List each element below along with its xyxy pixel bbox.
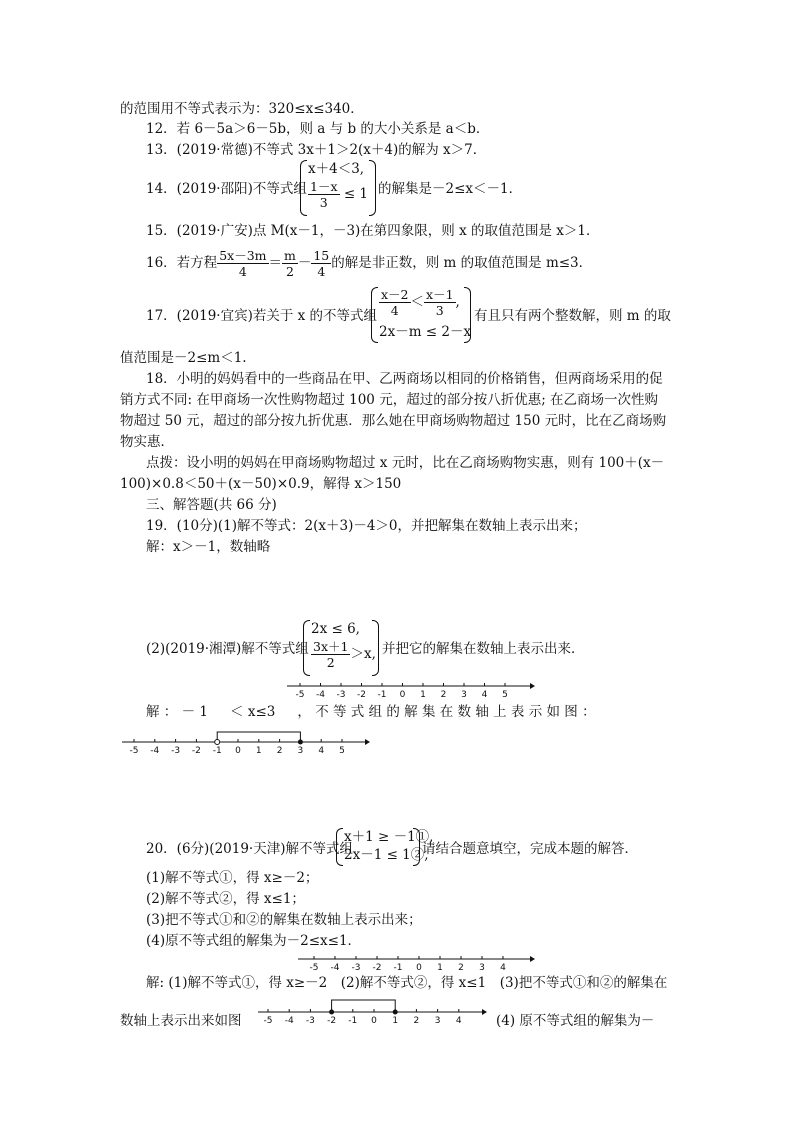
q17-suffix: 有且只有两个整数解，则 m 的取 [474, 308, 671, 324]
nl2-tick-label: -3 [171, 746, 181, 756]
q20-suffix: 请结合题意填空，完成本题的解答． [422, 841, 638, 857]
nl4-tick-label: -1 [348, 1016, 358, 1026]
nl3-tick-label: 2 [458, 963, 464, 973]
q20-prefix: 20．(6分)(2019·天津)解不等式组 [146, 841, 353, 857]
number-line-q19-problem [285, 680, 535, 702]
nl4-tick-label: 0 [371, 1016, 377, 1026]
nl3-tick-label: -1 [393, 963, 403, 973]
q15: 15．(2019·广安)点 M(x－1，－3)在第四象限，则 x 的取值范围是 x＞1． [146, 223, 600, 239]
q14-line2-tail: ≤ 1 [343, 186, 369, 202]
nl1-tick-label: -3 [336, 690, 346, 700]
q18-line4: 物实惠． [120, 434, 174, 450]
nl1-tick-label: -2 [357, 690, 366, 700]
nl2-tick-label: 1 [255, 746, 262, 756]
nl4-tick-label: 1 [392, 1016, 399, 1026]
nl3-tick-label: -4 [330, 963, 340, 973]
nl3-tick-label: 4 [500, 963, 506, 973]
q19-answer1: 解：x＞－1，数轴略 [146, 539, 271, 555]
nl4-tick-label: -3 [305, 1016, 315, 1026]
nl4-tick-label: 2 [413, 1016, 420, 1026]
nl4-tick-label: 3 [434, 1016, 441, 1026]
q17-line-b: 值范围是－2≤m＜1. [120, 350, 247, 366]
q19-part2-prefix: (2)(2019·湘潭)解不等式组 [146, 641, 309, 657]
q14-line1: x＋4＜3, [308, 161, 365, 177]
q20-answer-line1: 解: (1)解不等式①，得 x≥－2 (2)解不等式②，得 x≤1 (3)把不等式①和②的解集在 [146, 975, 668, 991]
nl4-tick-label: -4 [284, 1016, 294, 1026]
q20-line1: x＋1 ≥ －1①, [344, 829, 434, 845]
q20-step2: (2)解不等式②，得 x≤1； [146, 891, 305, 907]
nl3-tick-label: -5 [309, 963, 319, 973]
q19-part2-suffix: 并把它的解集在数轴上表示出来． [382, 641, 585, 657]
q17-system: $\frac{x-2}{4}$ ＜ $\frac{x-1}{3}$ , 2x－m ≤ 2－x [371, 287, 471, 343]
nl2-tick-label: -2 [191, 746, 201, 756]
nl3-tick-label: -3 [351, 963, 361, 973]
q11-tail: 的范围用不等式表示为：320≤x≤340． [120, 101, 364, 117]
nl3-tick-label: 0 [416, 963, 422, 973]
q14-system [300, 160, 376, 216]
q17-prefix: 17．(2019·宜宾)若关于 x 的不等式组 [146, 308, 378, 324]
q18-hint1: 点拨：设小明的妈妈在甲商场购物超过 x 元时，比在乙商场购物实惠，则有 100＋(x－ [146, 455, 665, 471]
nl1-tick-label: -4 [316, 690, 325, 700]
q17-frac-a: $\frac{x-2}{4}$ [381, 287, 409, 318]
nl2-tick-label: 2 [276, 746, 283, 756]
q14-prefix: 14．(2019·邵阳)不等式组 [146, 181, 307, 197]
nl2-tick-label: 4 [318, 746, 325, 756]
q16-frac1: $\frac{5x-3m}{4}$ [219, 248, 267, 279]
q18-hint2: 100)×0.8＜50＋(x－50)×0.9，解得 x＞150 [120, 476, 402, 492]
q19-part1: 19．(10分)(1)解不等式：2(x＋3)－4＞0，并把解集在数轴上表示出来； [146, 518, 587, 534]
q18-line1: 18．小明的妈妈看中的一些商品在甲、乙两商场以相同的价格销售，但两商场采用的促 [146, 371, 663, 387]
nl1-tick-label: 5 [502, 690, 508, 700]
q14-fraction: $\frac{1-x}{3}$ [310, 179, 338, 210]
nl2-tick-label: -1 [212, 746, 222, 756]
nl1-tick-label: 4 [481, 690, 488, 700]
q18-line3: 物超过 50 元，超过的部分按九折优惠．那么她在甲商场购物超过 150 元时，比在乙商场购 [120, 413, 667, 429]
q19-system: 2x ≤ 6, $\frac{3x+1}{2}$ ＞x, [303, 620, 379, 676]
nl2-tick-label: -5 [129, 746, 139, 756]
q19-system-frac: $\frac{3x+1}{2}$ [313, 639, 349, 670]
nl1-tick-label: 2 [440, 690, 447, 700]
q16-frac3: $\frac{15}{4}$ [313, 248, 330, 279]
nl4-tick-label: -5 [263, 1016, 273, 1026]
q17-frac-b: $\frac{x-1}{3}$ [426, 287, 454, 318]
q20-answer-line2-suffix: (4) 原不等式组的解集为－ [496, 1013, 655, 1029]
q12: 12．若 6－5a＞6－5b，则 a 与 b 的大小关系是 a＜b． [146, 121, 490, 137]
q20-answer-line2-prefix: 数轴上表示出来如图 [120, 1013, 242, 1029]
nl2-tick-label: 0 [235, 746, 241, 756]
q18-line2: 销方式不同: 在甲商场一次性购物超过 100 元，超过的部分按八折优惠; 在乙商场一次性购 [120, 392, 659, 408]
nl3-tick-label: 1 [437, 963, 443, 973]
nl1-tick-label: 3 [461, 690, 467, 700]
number-line-q19-answer [120, 726, 370, 756]
q19-answer2: 解 ： － 1 ＜ x≤3 ， 不 等 式 组 的 解 集 在 数 轴 上 表 示 如 图 ： [146, 704, 596, 720]
q14-suffix: 的解集是－2≤x＜－1． [378, 181, 523, 197]
nl1-tick-label: -1 [377, 690, 387, 700]
number-line-q20-answer [256, 994, 488, 1026]
q20-system [336, 828, 434, 866]
nl1-tick-label: 0 [399, 690, 406, 700]
nl1-tick-label: -5 [295, 690, 305, 700]
q19-system-line1: 2x ≤ 6, [311, 621, 360, 637]
q20-step3: (3)把不等式①和②的解集在数轴上表示出来； [146, 912, 422, 928]
q16-frac2: $\frac{m}{2}$ [284, 248, 296, 279]
q13: 13．(2019·常德)不等式 3x＋1＞2(x＋4)的解为 x＞7． [146, 142, 487, 158]
q17-line2: 2x－m ≤ 2－x [379, 324, 472, 340]
nl3-tick-label: -2 [372, 963, 382, 973]
nl4-tick-label: 4 [455, 1016, 462, 1026]
nl3-tick-label: 3 [479, 963, 485, 973]
q20-line2: 2x－1 ≤ 1②, [344, 847, 429, 863]
section-3-heading: 三、解答题(共 66 分) [146, 497, 277, 513]
nl1-tick-label: 1 [420, 690, 426, 700]
nl2-tick-label: 5 [339, 746, 345, 756]
nl2-tick-label: -4 [150, 746, 160, 756]
nl2-tick-label: 3 [297, 746, 304, 756]
nl4-tick-label: -2 [327, 1016, 337, 1026]
number-line-q20-problem [296, 953, 536, 975]
q16: 16．若方程 $\frac{5x-3m}{4}$ ＝ $\frac{m}{2}$ － $\frac{15}{4}$ 的解是非正数，则 m 的取值范围是 m≤3． [146, 248, 593, 279]
q20-step1: (1)解不等式①，得 x≥－2； [146, 870, 319, 886]
q20-step4: (4)原不等式组的解集为－2≤x≤1． [146, 933, 362, 949]
